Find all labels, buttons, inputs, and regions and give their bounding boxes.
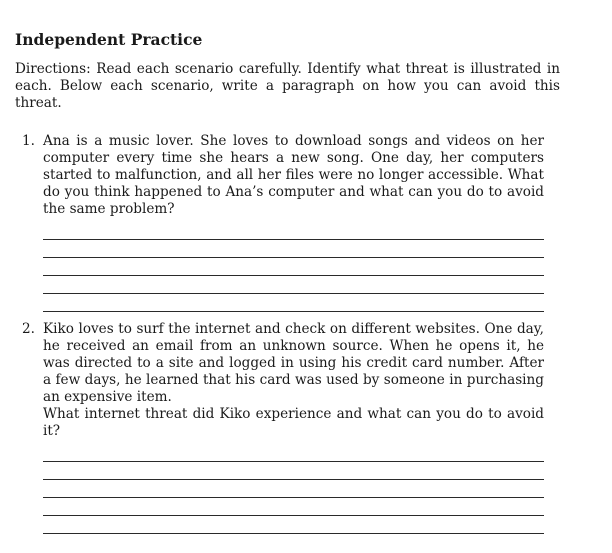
answer-area[interactable] xyxy=(43,444,544,534)
question-text: What internet threat did Kiko experience and what can you do to avoid it? xyxy=(43,406,544,439)
answer-line[interactable] xyxy=(43,276,544,294)
scenario-item-1 xyxy=(22,133,545,312)
item-number: 1. xyxy=(22,133,35,149)
page-title: Independent Practice xyxy=(15,30,203,49)
answer-line[interactable] xyxy=(43,240,544,258)
scenario-item-2 xyxy=(22,321,545,534)
scenario-text: Kiko loves to surf the internet and check on different websites. One day, he received an email from an unknown source. When he opens it, he was directed to a site and logged in using his credit card number. After a few days, he learned that his card was used by someone in purchasing an expensive item. xyxy=(43,321,544,405)
answer-line[interactable] xyxy=(43,258,544,276)
scenario-text: Ana is a music lover. She loves to download songs and videos on her computer every time she hears a new song. One day, her computers started to malfunction, and all her files were no longer accessible. What do you think happened to Ana’s computer and what can you do to avoid the same problem? xyxy=(43,133,544,217)
directions-text: Directions: Read each scenario carefully. Identify what threat is illustrated in each. Below each scenario, write a paragraph on how you can avoid this threat. xyxy=(15,61,560,111)
answer-line[interactable] xyxy=(43,498,544,516)
answer-line[interactable] xyxy=(43,462,544,480)
answer-line[interactable] xyxy=(43,516,544,534)
answer-line[interactable] xyxy=(43,294,544,312)
answer-line[interactable] xyxy=(43,444,544,462)
answer-line[interactable] xyxy=(43,480,544,498)
answer-area[interactable] xyxy=(43,222,544,312)
answer-line[interactable] xyxy=(43,222,544,240)
worksheet-page xyxy=(15,30,560,112)
item-number: 2. xyxy=(22,321,35,337)
